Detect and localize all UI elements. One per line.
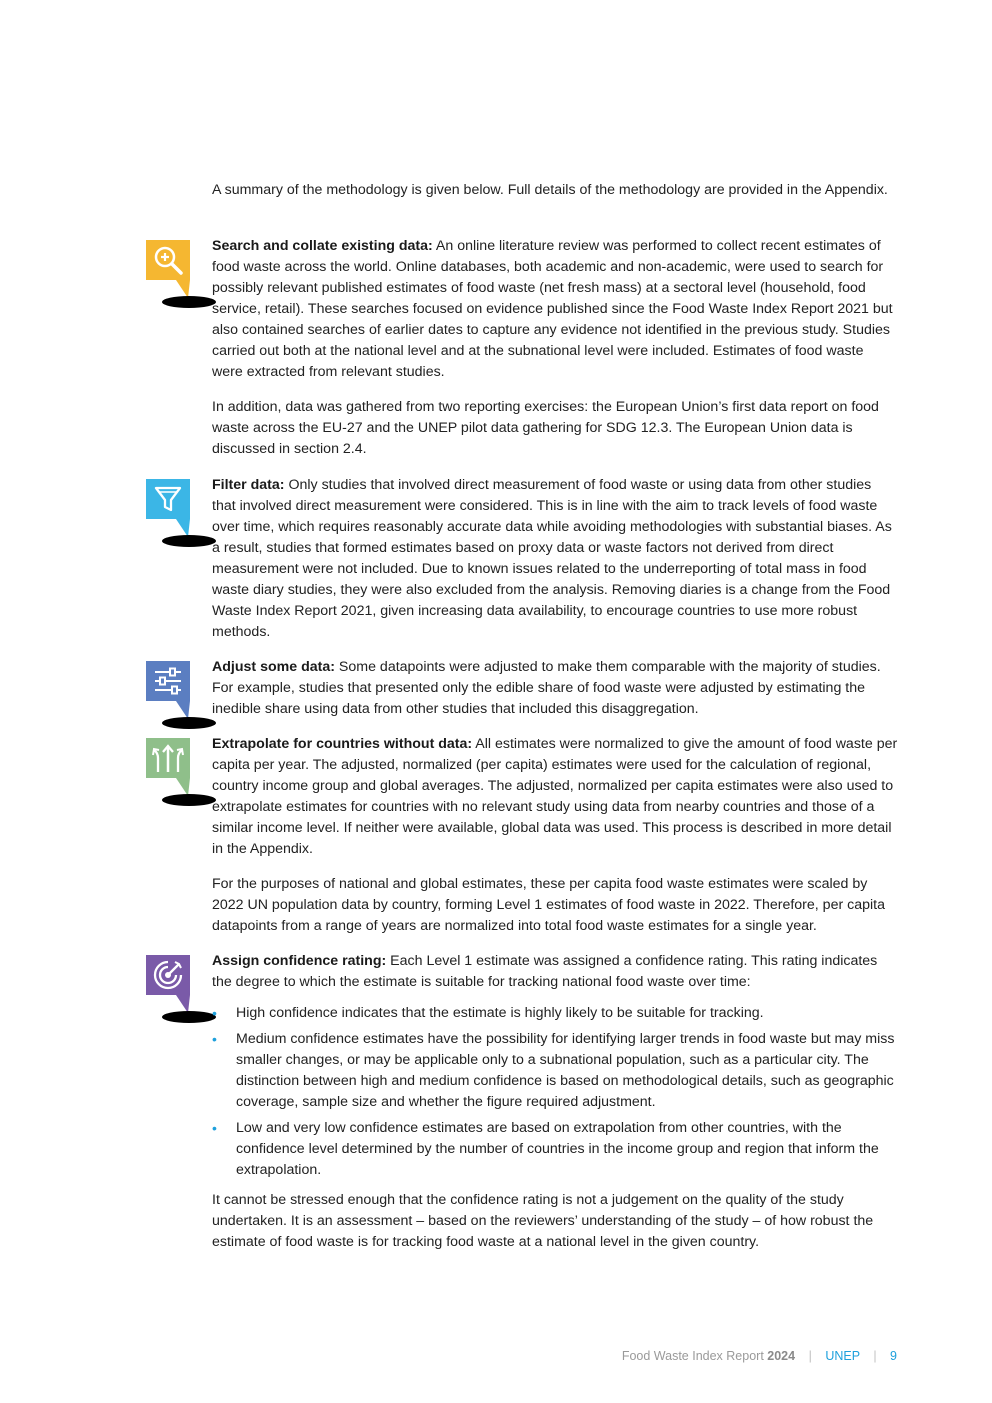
section-extrapolate-body: All estimates were normalized to give the amount of food waste per capita per year. The adjusted, normalized (per capita) estimates were used for the calculation of regional, country income group and global averages. The adjusted, normalized per capita estimates were also used to extrapolate estimates for countries with no relevant study using data from nearby countries and those of a similar income level. If neither were available, global data was used. This process is described in more detail in the Appendix. <box>212 736 898 857</box>
section-search <box>212 236 898 383</box>
section-adjust-body: Some datapoints were adjusted to make them comparable with the majority of studies. For example, studies that presented only the edible share of food waste were adjusted by estimating the inedible share using data from other studies that included this disaggregation. <box>212 659 881 717</box>
section-extrapolate-extra: For the purposes of national and global estimates, these per capita food waste estimates were scaled by 2022 UN population data by country, forming Level 1 estimates of food waste in 2022. Therefore, per capita datapoints from a range of years are normalized into total food waste estimates for a single year. <box>212 876 885 934</box>
bullet-low: • Low and very low confidence estimates are based on extrapolation from other countries, with the confidence level determined by the number of countries in the income group and region that inform the extrapolation. <box>212 1120 879 1178</box>
filter-icon <box>146 479 216 547</box>
footer-year: 2024 <box>767 1349 796 1363</box>
section-adjust-heading: Adjust some data: <box>212 659 335 675</box>
target-icon <box>146 955 216 1023</box>
page-number: 9 <box>890 1349 897 1363</box>
page-footer <box>622 1349 897 1363</box>
footer-separator: | <box>808 1349 812 1363</box>
section-filter-heading: Filter data: <box>212 477 285 493</box>
intro-paragraph: A summary of the methodology is given below. Full details of the methodology are provided in the Appendix. <box>212 182 888 198</box>
section-filter-body: Only studies that involved direct measurement of food waste or using data from other studies that involved direct measurement were considered. This is in line with the aim to track levels of food waste over time, which requires reasonably accurate data while avoiding methodologies with substantial biases. As a result, studies that formed estimates based on proxy data or waste factors not derived from direct measurement were not included. Due to known issues related to the underreporting of total mass in food waste diary studies, they were also excluded from the analysis. Removing diaries is a change from the Food Waste Index Report 2021, given increasing data availability, to encourage countries to use more robust methods. <box>212 477 892 640</box>
section-extrapolate <box>212 734 898 860</box>
confidence-bullet-list <box>212 1003 898 1186</box>
closing-paragraph: It cannot be stressed enough that the confidence rating is not a judgement on the quality of the study undertaken. It is an assessment – based on the reviewers’ understanding of the study – of how robust the estimate of food waste is for tracking food waste at a national level in the given country. <box>212 1192 874 1250</box>
bullet-high: • High confidence indicates that the estimate is highly likely to be suitable for tracking. <box>212 1003 898 1024</box>
bullet-dot-icon: • <box>212 1005 217 1021</box>
section-confidence-body: Each Level 1 estimate was assigned a confidence rating. This rating indicates the degree to which the estimate is suitable for tracking national food waste over time: <box>212 953 878 990</box>
search-icon <box>146 240 216 308</box>
bullet-medium: • Medium confidence estimates have the possibility for identifying larger trends in food waste but may miss smaller changes, or may be applicable only to a subnational population, such as a particular city. The distinction between high and medium confidence is based on methodological details, such as geographic coverage, sample size and whether the figure required adjustment. <box>212 1031 895 1110</box>
sliders-icon <box>146 661 216 729</box>
section-search-heading: Search and collate existing data: <box>212 238 433 254</box>
branch-arrows-icon <box>146 738 216 806</box>
section-confidence <box>212 951 898 993</box>
section-adjust <box>212 657 898 720</box>
footer-report-title: Food Waste Index Report <box>621 1349 764 1363</box>
bullet-dot-icon: • <box>212 1120 217 1136</box>
section-search-extra: In addition, data was gathered from two reporting exercises: the European Union’s first data report on food waste across the EU-27 and the UNEP pilot data gathering for SDG 12.3. The European Union data is discussed in section 2.4. <box>212 399 879 457</box>
footer-separator: | <box>873 1349 877 1363</box>
section-extrapolate-heading: Extrapolate for countries without data: <box>212 736 473 752</box>
section-search-body: An online literature review was performed to collect recent estimates of food waste across the world. Online databases, both academic and non-academic, were used to search for possibly relevant published estimates of food waste (net fresh mass) at a sectoral level (household, food service, retail). These searches focused on evidence published since the Food Waste Index Report 2021 but also contained searches of earlier dates to capture any evidence not identified in the previous study. Studies carried out both at the national level and at the subnational level were included. Estimates of food waste were extracted from relevant studies. <box>212 238 893 380</box>
section-filter <box>212 475 898 643</box>
footer-org: UNEP <box>825 1349 860 1363</box>
section-confidence-heading: Assign confidence rating: <box>212 953 387 969</box>
bullet-dot-icon: • <box>212 1031 217 1047</box>
